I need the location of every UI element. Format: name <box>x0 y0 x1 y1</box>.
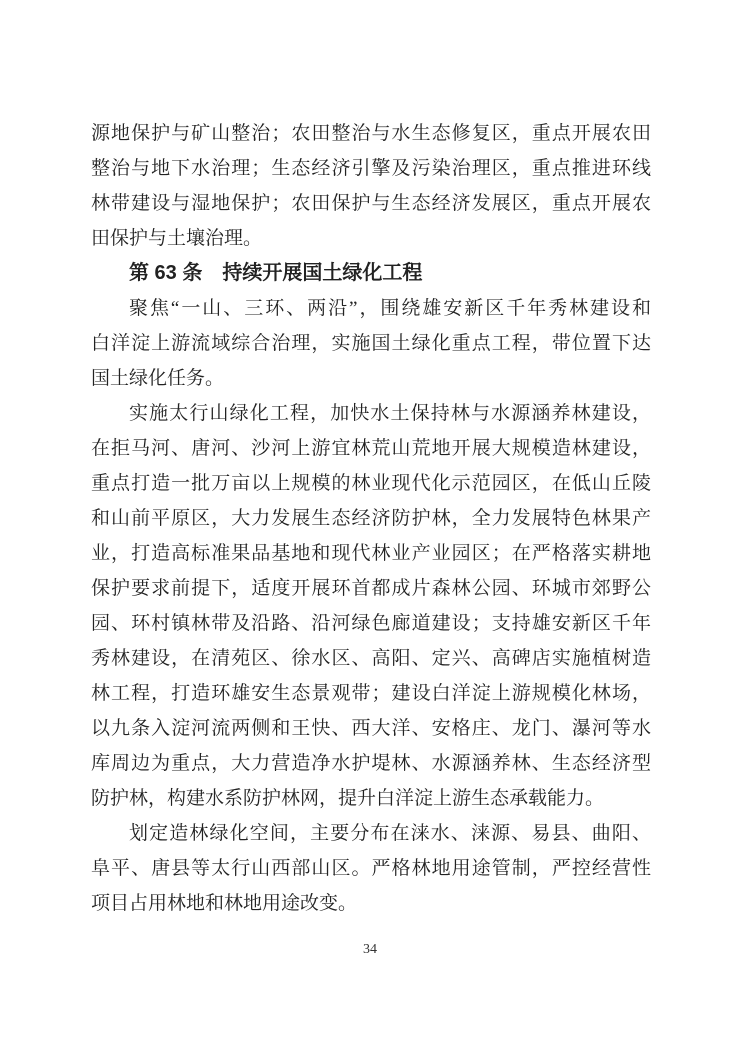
text-line: 源地保护与矿山整治；农田整治与水生态修复区，重点开展农田 <box>91 123 651 144</box>
text-line: 阜平、唐县等太行山西部山区。严格林地用途管制，严控经营性 <box>91 858 651 879</box>
text-line: 整治与地下水治理；生态经济引擎及污染治理区，重点推进环线 <box>91 158 651 179</box>
text-line: 秀林建设，在清苑区、徐水区、高阳、定兴、高碑店实施植树造 <box>91 648 651 669</box>
article-heading: 第 63 条 持续开展国土绿化工程 <box>129 262 423 284</box>
text-line: 田保护与土壤治理。 <box>91 228 263 249</box>
page-number: 34 <box>363 942 377 957</box>
text-line: 项目占用林地和林地用途改变。 <box>91 893 358 914</box>
text-line: 以九条入淀河流两侧和王快、西大洋、安格庄、龙门、瀑河等水 <box>91 718 651 739</box>
text-line: 林工程，打造环雄安生态景观带；建设白洋淀上游规模化林场， <box>91 683 651 704</box>
text-line: 和山前平原区，大力发展生态经济防护林，全力发展特色林果产 <box>91 508 651 529</box>
text-line: 库周边为重点，大力营造净水护堤林、水源涵养林、生态经济型 <box>91 753 651 774</box>
text-line: 实施太行山绿化工程，加快水土保持林与水源涵养林建设， <box>129 403 651 424</box>
text-line: 林带建设与湿地保护；农田保护与生态经济发展区，重点开展农 <box>91 193 651 214</box>
text-line: 国土绿化任务。 <box>91 368 225 389</box>
text-line: 白洋淀上游流域综合治理，实施国土绿化重点工程，带位置下达 <box>91 333 651 354</box>
text-line: 在拒马河、唐河、沙河上游宜林荒山荒地开展大规模造林建设， <box>91 438 651 459</box>
text-line: 聚焦“一山、三环、两沿”，围绕雄安新区千年秀林建设和 <box>129 298 651 319</box>
text-line: 园、环村镇林带及沿路、沿河绿色廊道建设；支持雄安新区千年 <box>91 613 651 634</box>
text-line: 防护林，构建水系防护林网，提升白洋淀上游生态承载能力。 <box>91 788 605 809</box>
text-line: 业，打造高标准果品基地和现代林业产业园区；在严格落实耕地 <box>91 543 651 564</box>
text-line: 划定造林绿化空间，主要分布在涞水、涞源、易县、曲阳、 <box>129 823 651 844</box>
page-text-block <box>91 116 651 921</box>
text-line: 重点打造一批万亩以上规模的林业现代化示范园区，在低山丘陵 <box>91 473 651 494</box>
text-line: 保护要求前提下，适度开展环首都成片森林公园、环城市郊野公 <box>91 578 651 599</box>
